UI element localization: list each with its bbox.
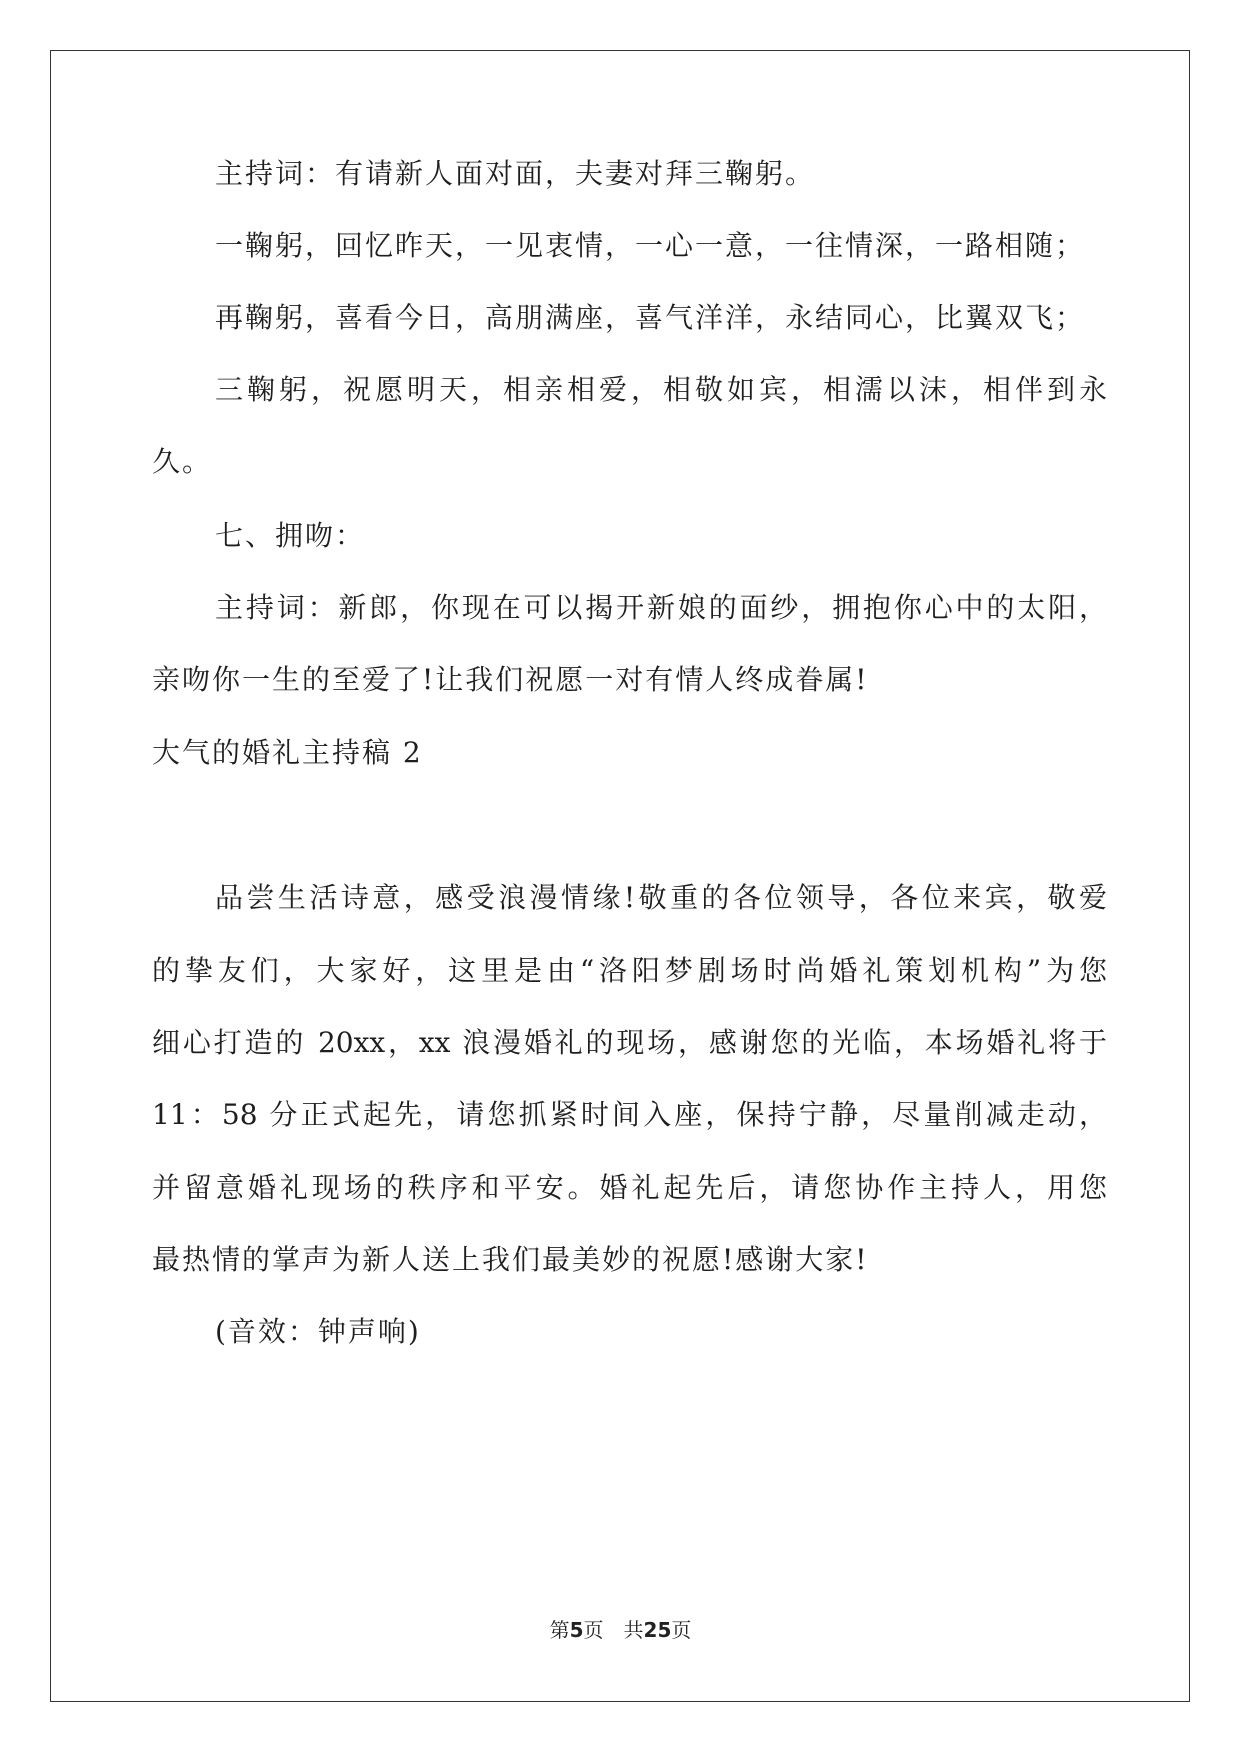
text-line-third-bow-end: 久。 [152, 445, 213, 478]
text-line-kiss-1: 主持词：新郎，你现在可以揭开新娘的面纱，拥抱你心中的太阳， [215, 591, 1107, 624]
text-line-opening-3: 细心打造的 20xx，xx 浪漫婚礼的现场，感谢您的光临，本场婚礼将于 [152, 1026, 1107, 1059]
text-line-third-bow: 三鞠躬，祝愿明天，相亲相爱，相敬如宾，相濡以沫，相伴到永 [215, 373, 1107, 406]
page-border [50, 50, 1190, 1702]
text-line-opening-1: 品尝生活诗意，感受浪漫情缘!敬重的各位领导，各位来宾，敬爱 [215, 881, 1107, 914]
text-line-kiss-2: 亲吻你一生的至爱了!让我们祝愿一对有情人终成眷属! [152, 663, 869, 696]
section-heading-kiss: 七、拥吻： [215, 519, 366, 552]
footer-page-number: 5 [569, 1618, 584, 1642]
text-line-sound-effect: (音效：钟声响) [215, 1315, 421, 1348]
text-line-second-bow: 再鞠躬，喜看今日，高朋满座，喜气洋洋，永结同心，比翼双飞； [215, 301, 1086, 334]
document-subtitle: 大气的婚礼主持稿 2 [152, 736, 423, 769]
footer-mid: 页 共 [583, 1618, 644, 1642]
footer-suffix: 页 [671, 1618, 692, 1642]
footer-total-pages: 25 [643, 1618, 672, 1642]
text-line-host-bow: 主持词：有请新人面对面，夫妻对拜三鞠躬。 [215, 157, 816, 190]
text-line-opening-4: 11：58 分正式起先，请您抓紧时间入座，保持宁静，尽量削减走动， [152, 1098, 1107, 1131]
footer-prefix: 第 [549, 1618, 570, 1642]
text-line-opening-6: 最热情的掌声为新人送上我们最美妙的祝愿!感谢大家! [152, 1243, 869, 1276]
text-line-opening-5: 并留意婚礼现场的秩序和平安。婚礼起先后，请您协作主持人，用您 [152, 1171, 1107, 1204]
text-line-opening-2: 的挚友们，大家好，这里是由“洛阳梦剧场时尚婚礼策划机构”为您 [152, 954, 1107, 987]
page-footer [0, 1617, 1241, 1643]
text-line-first-bow: 一鞠躬，回忆昨天，一见衷情，一心一意，一往情深，一路相随； [215, 229, 1086, 262]
